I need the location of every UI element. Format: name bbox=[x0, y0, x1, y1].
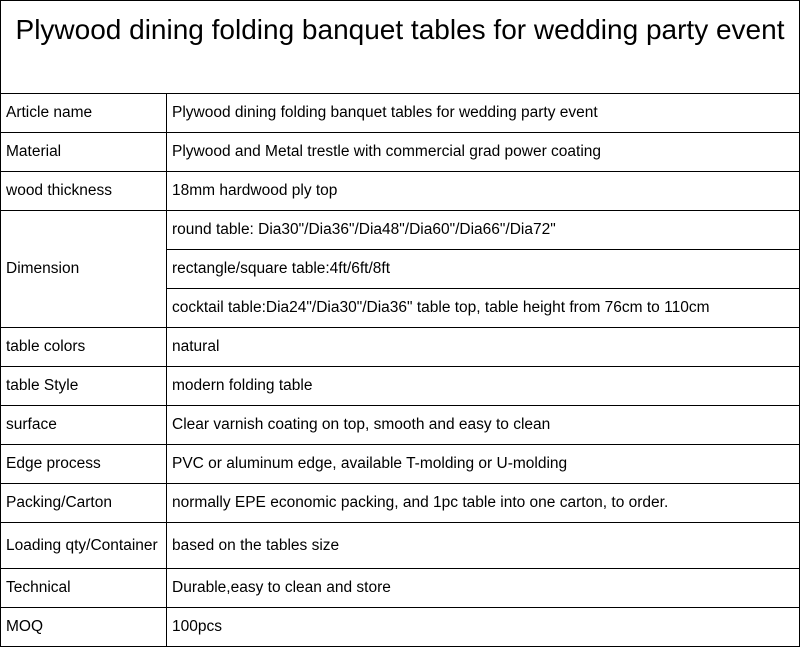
row-label: Packing/Carton bbox=[1, 484, 167, 523]
row-label: Loading qty/Container bbox=[1, 523, 167, 569]
row-label: wood thickness bbox=[1, 172, 167, 211]
row-label: Material bbox=[1, 133, 167, 172]
row-label: MOQ bbox=[1, 608, 167, 647]
row-value: Plywood and Metal trestle with commercial grad power coating bbox=[167, 133, 800, 172]
row-value: Durable,easy to clean and store bbox=[167, 569, 800, 608]
row-label: table Style bbox=[1, 367, 167, 406]
page-title: Plywood dining folding banquet tables for wedding party event bbox=[0, 0, 800, 93]
table-row bbox=[1, 367, 800, 406]
table-row bbox=[1, 172, 800, 211]
table-row bbox=[1, 523, 800, 569]
row-label: Technical bbox=[1, 569, 167, 608]
table-row bbox=[1, 445, 800, 484]
table-row bbox=[1, 133, 800, 172]
row-value: round table: Dia30"/Dia36"/Dia48"/Dia60"/Dia66"/Dia72" bbox=[167, 211, 800, 250]
row-value: 100pcs bbox=[167, 608, 800, 647]
row-value: modern folding table bbox=[167, 367, 800, 406]
row-label: Dimension bbox=[1, 211, 167, 328]
row-value: rectangle/square table:4ft/6ft/8ft bbox=[167, 250, 800, 289]
row-label: Edge process bbox=[1, 445, 167, 484]
table-row bbox=[1, 94, 800, 133]
row-label: surface bbox=[1, 406, 167, 445]
row-label: table colors bbox=[1, 328, 167, 367]
row-value: normally EPE economic packing, and 1pc table into one carton, to order. bbox=[167, 484, 800, 523]
row-value: based on the tables size bbox=[167, 523, 800, 569]
row-value: 18mm hardwood ply top bbox=[167, 172, 800, 211]
table-row bbox=[1, 484, 800, 523]
table-row bbox=[1, 211, 800, 250]
row-value: cocktail table:Dia24"/Dia30"/Dia36" table top, table height from 76cm to 110cm bbox=[167, 289, 800, 328]
row-value: Plywood dining folding banquet tables for wedding party event bbox=[167, 94, 800, 133]
row-value: PVC or aluminum edge, available T-molding or U-molding bbox=[167, 445, 800, 484]
row-label: Article name bbox=[1, 94, 167, 133]
table-row bbox=[1, 406, 800, 445]
table-row bbox=[1, 608, 800, 647]
row-value: Clear varnish coating on top, smooth and easy to clean bbox=[167, 406, 800, 445]
table-row bbox=[1, 569, 800, 608]
spec-table bbox=[0, 93, 800, 647]
row-value: natural bbox=[167, 328, 800, 367]
table-row bbox=[1, 328, 800, 367]
